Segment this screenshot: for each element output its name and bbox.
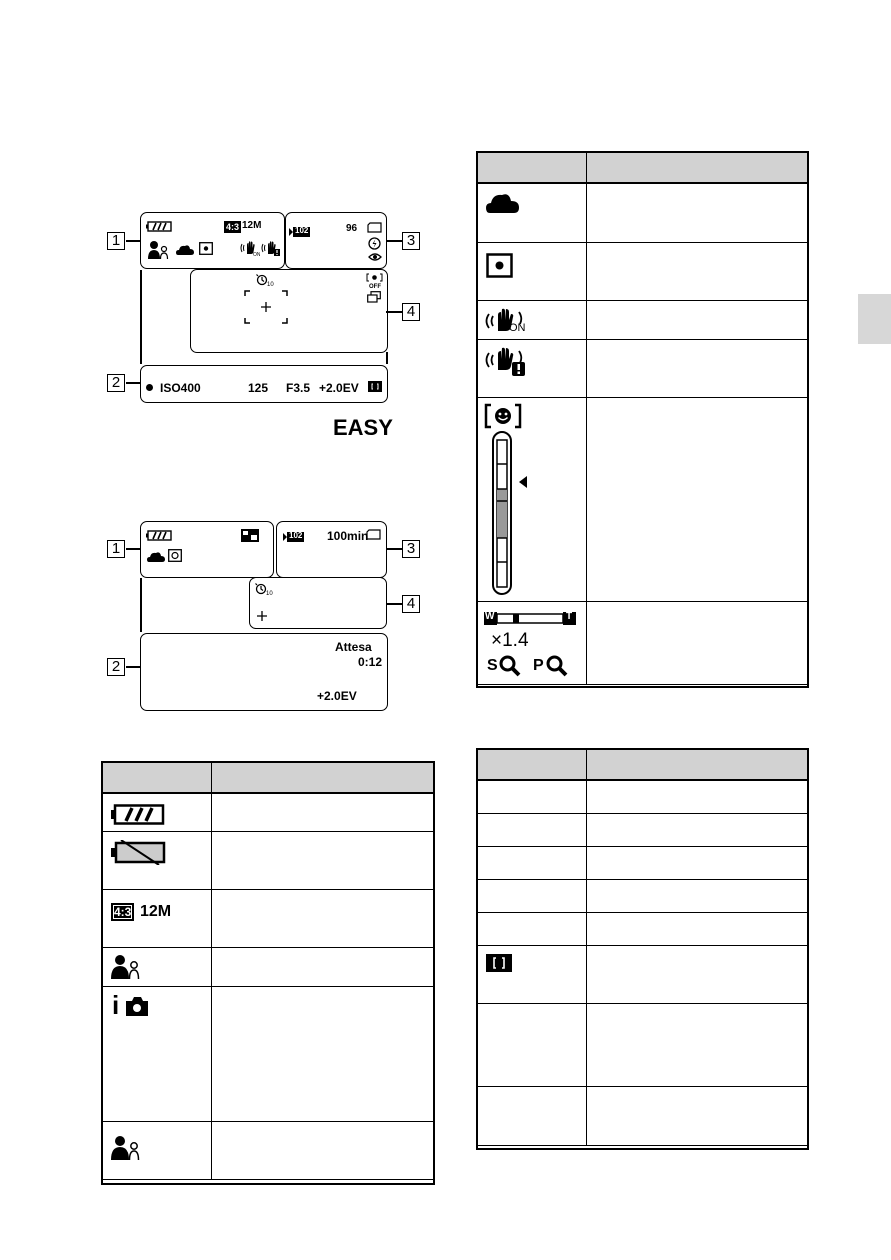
callout-1: 1: [107, 232, 125, 250]
battery-empty-icon: [111, 840, 167, 865]
table-row: [477, 1086, 587, 1145]
screen-edge: [140, 270, 142, 364]
memory-card-icon: [366, 529, 381, 540]
smile-detection-sensitivity-icon: [483, 402, 543, 598]
battery-full-icon: [111, 804, 165, 825]
movie-size-icon: [241, 529, 259, 542]
panel-4-frame: [190, 269, 388, 353]
table-row: [477, 601, 587, 684]
white-balance-cloudy-icon: [147, 551, 165, 563]
section-tab: [858, 294, 891, 344]
spot-metering-crosshair-icon: [256, 610, 268, 622]
recording-time: 0:12: [358, 655, 383, 669]
aperture-value: F3.5: [286, 381, 311, 395]
af-range-finder-icon: [244, 290, 288, 324]
table-row: [102, 947, 212, 986]
camera-icon: [124, 995, 150, 1017]
table-row: [477, 300, 587, 339]
recording-status: Attesa: [335, 640, 372, 654]
face-detection-icon: [111, 954, 141, 980]
remaining-images: 96: [346, 223, 358, 234]
callout-2: 2: [107, 658, 125, 676]
burst-mode-icon: [367, 291, 381, 303]
table-row: [477, 846, 587, 879]
table-row: [477, 945, 587, 1003]
face-detection-icon: [111, 1135, 141, 1161]
table-row: [477, 339, 587, 397]
table-row: [477, 813, 587, 846]
magnifier-icon: [499, 655, 521, 677]
iso-value: ISO400: [160, 381, 201, 395]
table-row: [102, 831, 212, 889]
callout-3: 3: [402, 232, 420, 250]
table-row: [102, 1121, 212, 1179]
table-row: [477, 879, 587, 912]
screen-edge: [386, 352, 388, 364]
remaining-recording-time: 100min: [327, 529, 369, 543]
aspect-badge: 4:3: [226, 222, 240, 232]
image-size-text: 12M: [242, 220, 262, 231]
zoom-t-label: T: [566, 610, 573, 622]
battery-full-icon: [146, 530, 172, 541]
focus-indicator: [146, 384, 153, 391]
easy-mode-label: EASY: [333, 415, 393, 440]
icon-table-left: [101, 761, 435, 1180]
table-row: [477, 780, 587, 813]
camera-shake-warning-icon: [484, 345, 530, 377]
table-row: [477, 242, 587, 300]
table-row: [477, 183, 587, 242]
header-meaning: [212, 762, 435, 794]
table-row: [102, 793, 212, 831]
callout-1: 1: [107, 540, 125, 558]
exposure-compensation: +2.0EV: [319, 381, 359, 395]
image-size-text: 12M: [140, 902, 172, 920]
magnifier-icon: [546, 655, 568, 677]
precision-zoom-label: P: [533, 656, 544, 674]
folder-number: 102: [289, 531, 303, 540]
face-detection-icon: [147, 240, 169, 260]
white-balance-cloudy-icon: [486, 192, 519, 214]
flash-off-icon: [368, 237, 381, 250]
memory-card-icon: [367, 222, 382, 233]
af-frame-icon: [368, 381, 382, 392]
camera-shake-warning-icon: [261, 240, 281, 256]
callout-4: 4: [402, 303, 420, 321]
metering-spot-icon: [486, 253, 513, 278]
table-row: [477, 912, 587, 945]
folder-number: 102: [295, 226, 309, 235]
shutter-speed: 125: [248, 381, 269, 395]
icon-table-right-top: [476, 151, 809, 685]
self-timer-icon: [256, 273, 276, 287]
icon-table-right-bottom: [476, 748, 809, 1146]
callout-2: 2: [107, 374, 125, 392]
svg-text:ON: ON: [253, 252, 260, 256]
header-symbol: [102, 762, 212, 794]
white-balance-cloudy-icon: [176, 244, 194, 256]
callout-4: 4: [402, 595, 420, 613]
svg-text:10: 10: [266, 591, 273, 596]
callout-3: 3: [402, 540, 420, 558]
aspect-badge: 4:3: [111, 903, 134, 921]
metering-center-icon: [168, 549, 182, 562]
table-row: [477, 397, 587, 601]
table-row: [477, 1003, 587, 1086]
steadyshot-on-text: ON: [509, 321, 526, 334]
smile-shutter-off-icon: [366, 273, 384, 288]
zoom-ratio: ×1.4: [491, 629, 529, 651]
self-timer-icon: [255, 582, 275, 596]
red-eye-icon: [368, 252, 382, 262]
exposure-compensation: +2.0EV: [317, 689, 357, 703]
af-range-finder-icon: [486, 954, 512, 972]
smart-zoom-label: S: [487, 656, 498, 674]
metering-spot-icon: [199, 242, 213, 255]
intelligent-auto-i: i: [112, 989, 120, 1020]
table-row: [102, 889, 212, 947]
steadyshot-on-icon: [240, 240, 260, 256]
battery-full-icon: [146, 221, 172, 232]
table-row: [102, 986, 212, 1121]
svg-text:OFF: OFF: [369, 284, 381, 288]
svg-text:10: 10: [267, 282, 274, 287]
zoom-scale-icon: [484, 612, 576, 625]
zoom-w-label: W: [485, 610, 495, 622]
